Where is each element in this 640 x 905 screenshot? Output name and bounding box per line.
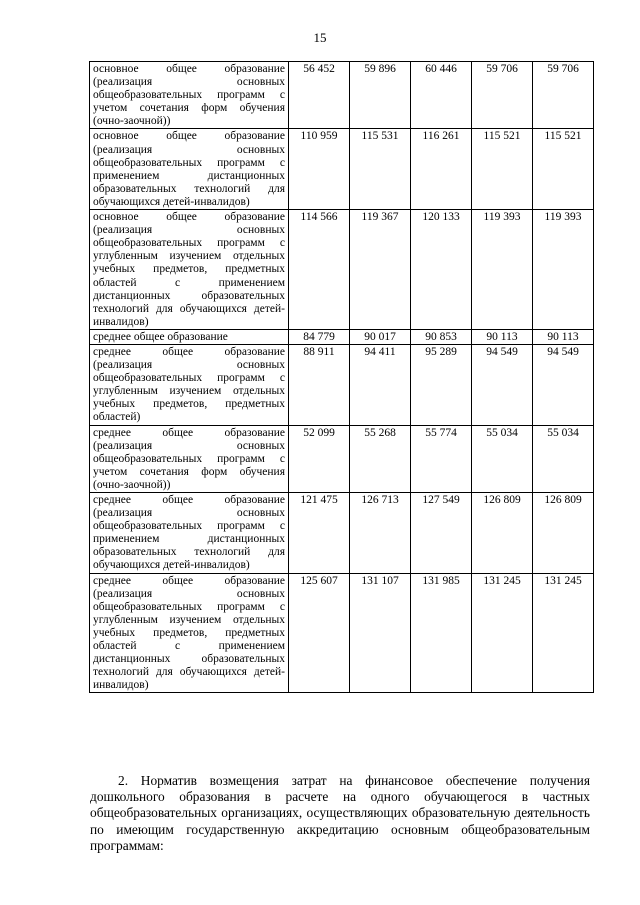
table-row — [90, 329, 594, 344]
norm-value-cell: 55 034 — [472, 425, 533, 492]
norm-value-cell: 126 809 — [533, 493, 594, 574]
norm-value-cell: 126 713 — [350, 493, 411, 574]
education-type-cell: среднее общее образование (реализация основных общеобразовательных программ с применением дистанционных образовательных технологий для обучающихся детей-инвалидов) — [90, 493, 289, 574]
norm-value-cell: 131 985 — [411, 573, 472, 693]
norm-value-cell: 126 809 — [472, 493, 533, 574]
norm-value-cell: 59 706 — [533, 62, 594, 129]
page-number: 15 — [313, 30, 327, 45]
norm-value-cell: 131 245 — [533, 573, 594, 693]
norm-value-cell: 131 107 — [350, 573, 411, 693]
norm-value-cell: 90 853 — [411, 329, 472, 344]
table-row — [90, 425, 594, 492]
norm-value-cell: 59 896 — [350, 62, 411, 129]
norm-value-cell: 119 393 — [472, 210, 533, 330]
education-type-cell: среднее общее образование (реализация основных общеобразовательных программ с учетом сочетания форм обучения (очно-заочной)) — [90, 425, 289, 492]
norm-value-cell: 125 607 — [289, 573, 350, 693]
education-type-cell: среднее общее образование (реализация основных общеобразовательных программ с углубленным изучением отдельных учебных предметов, предметных областей) — [90, 344, 289, 425]
education-type-cell: среднее общее образование — [90, 329, 289, 344]
table-row — [90, 210, 594, 330]
norm-value-cell: 94 549 — [533, 344, 594, 425]
norm-value-cell: 90 017 — [350, 329, 411, 344]
norm-value-cell: 88 911 — [289, 344, 350, 425]
norm-value-cell: 52 099 — [289, 425, 350, 492]
norm-value-cell: 55 774 — [411, 425, 472, 492]
norm-value-cell: 59 706 — [472, 62, 533, 129]
table-row — [90, 573, 594, 693]
norm-value-cell: 56 452 — [289, 62, 350, 129]
norm-value-cell: 55 268 — [350, 425, 411, 492]
paragraph-2: 2. Норматив возмещения затрат на финансовое обеспечение получения дошкольного образования в расчете на одного обучающегося в частных общеобразовательных организациях, осуществляющих образовательную деятельность по имеющим государственную аккредитацию основным общеобразовательным программам: — [90, 773, 590, 853]
norm-value-cell: 119 367 — [350, 210, 411, 330]
norm-value-cell: 127 549 — [411, 493, 472, 574]
education-type-cell: основное общее образование (реализация основных общеобразовательных программ с применением дистанционных образовательных технологий для обучающихся детей-инвалидов) — [90, 129, 289, 210]
table-row — [90, 62, 594, 129]
cost-norms-table — [89, 61, 594, 693]
norm-value-cell: 94 411 — [350, 344, 411, 425]
norm-value-cell: 116 261 — [411, 129, 472, 210]
norm-value-cell: 114 566 — [289, 210, 350, 330]
education-type-cell: основное общее образование (реализация основных общеобразовательных программ с учетом сочетания форм обучения (очно-заочной)) — [90, 62, 289, 129]
norm-value-cell: 115 521 — [533, 129, 594, 210]
norm-value-cell: 95 289 — [411, 344, 472, 425]
norm-value-cell: 115 531 — [350, 129, 411, 210]
norm-value-cell: 115 521 — [472, 129, 533, 210]
norm-value-cell: 60 446 — [411, 62, 472, 129]
norm-value-cell: 119 393 — [533, 210, 594, 330]
table-row — [90, 344, 594, 425]
norm-value-cell: 121 475 — [289, 493, 350, 574]
norm-value-cell: 110 959 — [289, 129, 350, 210]
norm-value-cell: 84 779 — [289, 329, 350, 344]
education-type-cell: основное общее образование (реализация основных общеобразовательных программ с углубленным изучением отдельных учебных предметов, предметных областей с применением дистанционных образовательных технологий для обучающихся детей-инвалидов) — [90, 210, 289, 330]
education-type-cell: среднее общее образование (реализация основных общеобразовательных программ с углубленным изучением отдельных учебных предметов, предметных областей с применением дистанционных образовательных технологий для обучающихся детей-инвалидов) — [90, 573, 289, 693]
norm-value-cell: 131 245 — [472, 573, 533, 693]
table-row — [90, 129, 594, 210]
table-row — [90, 493, 594, 574]
norm-value-cell: 94 549 — [472, 344, 533, 425]
norm-value-cell: 120 133 — [411, 210, 472, 330]
norm-value-cell: 55 034 — [533, 425, 594, 492]
norm-value-cell: 90 113 — [472, 329, 533, 344]
norm-value-cell: 90 113 — [533, 329, 594, 344]
